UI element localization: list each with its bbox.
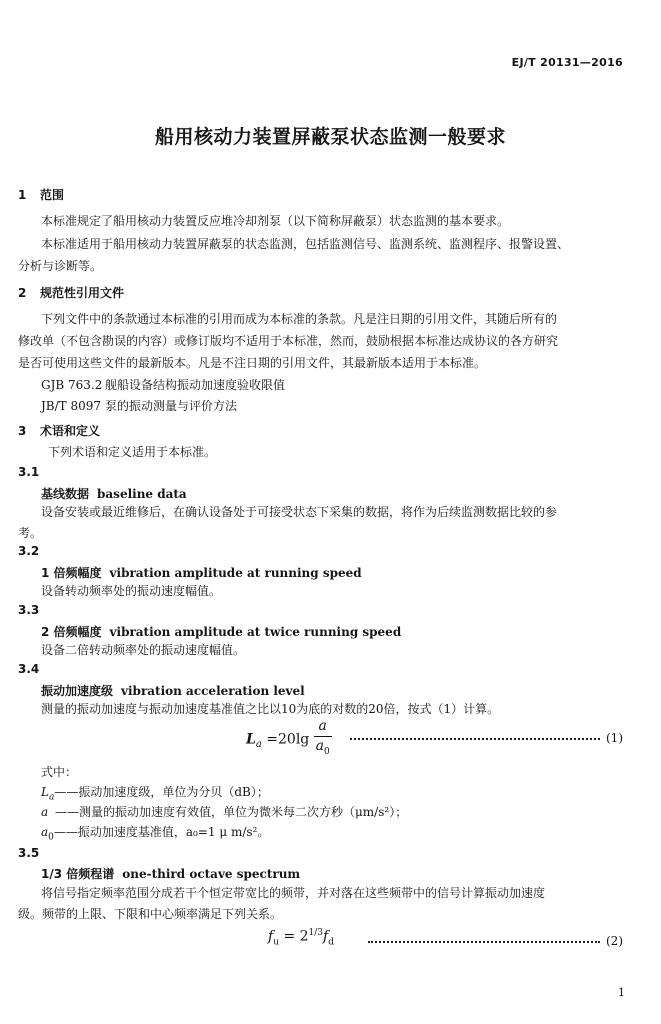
section-number: 1 <box>18 188 27 202</box>
standard-number: EJ/T 20131—2016 <box>511 56 623 69</box>
term-en: vibration acceleration level <box>121 684 305 698</box>
section-1-paragraph-2-line-2: 分析与诊断等。 <box>18 259 103 273</box>
reference-title: 泵的振动测量与评价方法 <box>105 399 238 413</box>
term-heading <box>41 623 401 640</box>
formula-equals: = <box>266 731 278 748</box>
formula-numerator: a <box>318 718 327 734</box>
variable-symbol: L <box>41 785 49 799</box>
term-cn: 2 倍频幅度 <box>41 625 102 639</box>
formula-rhs-symbol: f <box>323 928 329 945</box>
term-heading <box>41 865 300 882</box>
reference-item <box>41 376 285 393</box>
variable-dash: —— <box>53 825 78 839</box>
formula-leader-dots <box>350 738 600 740</box>
term-definition-line-2: 考。 <box>18 526 43 540</box>
term-heading <box>41 485 187 502</box>
clause-number: 3.4 <box>18 662 40 676</box>
term-en: baseline data <box>97 487 187 501</box>
clause-number: 3.5 <box>18 846 40 860</box>
section-3-heading <box>18 422 100 439</box>
term-definition: 设备二倍转动频率处的振动速度幅值。 <box>41 643 246 657</box>
section-number: 2 <box>18 286 27 300</box>
clause-number: 3.1 <box>18 465 40 479</box>
variable-definition <box>41 803 407 820</box>
section-1-paragraph-1: 本标准规定了船用核动力装置反应堆冷却剂泵（以下简称屏蔽泵）状态监测的基本要求。 <box>41 214 510 228</box>
formula-fraction <box>314 718 332 761</box>
reference-code: JB/T 8097 <box>41 399 102 413</box>
term-en: vibration amplitude at twice running speed <box>109 625 402 639</box>
equation-number: (2) <box>606 934 623 948</box>
section-2-heading <box>18 284 124 301</box>
document-title: 船用核动力装置屏蔽泵状态监测一般要求 <box>154 126 506 148</box>
formula-denominator: a <box>315 738 325 754</box>
reference-item <box>41 397 237 414</box>
section-number: 3 <box>18 424 27 438</box>
clause-number: 3.2 <box>18 544 40 558</box>
formula-1 <box>246 718 332 761</box>
term-definition-line-1: 设备安装或最近维修后，在确认设备处于可接受状态下采集的数据，将作为后续监测数据比较的参 <box>41 505 558 519</box>
term-definition: 设备转动频率处的振动速度幅值。 <box>41 584 222 598</box>
variable-subscript: 0 <box>48 832 54 843</box>
section-title: 规范性引用文件 <box>40 286 125 300</box>
variable-dash: —— <box>55 805 79 819</box>
section-2-line-2: 修改单（不包含勘误的内容）或修订版均不适用于本标准，然而，鼓励根据本标准达成协议的各方研究 <box>18 334 559 348</box>
term-heading <box>41 564 362 581</box>
variable-symbol: a <box>41 825 49 839</box>
term-definition-line-2: 级。频带的上限、下限和中心频率满足下列关系。 <box>18 907 283 921</box>
clause-number: 3.3 <box>18 603 40 617</box>
term-cn: 振动加速度级 <box>41 684 114 698</box>
formula-coefficient: 20lg <box>278 731 310 748</box>
term-definition-line-1: 将信号指定频率范围分成若干个恒定带宽比的频带，并对落在这些频带中的信号计算振动加速度 <box>41 886 546 900</box>
formula-equals: = <box>283 928 296 945</box>
term-cn: 1 倍频幅度 <box>41 566 102 580</box>
reference-title: 舰船设备结构振动加速度验收限值 <box>105 378 286 392</box>
section-2-line-1: 下列文件中的条款通过本标准的引用而成为本标准的条款。凡是注日期的引用文件，其随后所有的 <box>41 312 558 326</box>
section-1-heading <box>18 186 64 203</box>
formula-lhs-subscript: u <box>273 937 279 948</box>
section-3-intro: 下列术语和定义适用于本标准。 <box>48 445 217 459</box>
formula-base: 2 <box>299 928 309 945</box>
formula-lhs-symbol: L <box>246 731 256 748</box>
formula-leader-dots <box>368 941 600 943</box>
variable-description: 振动加速度级，单位为分贝（dB）； <box>78 785 269 799</box>
term-heading <box>41 682 305 699</box>
formula-lhs-symbol: f <box>268 928 274 945</box>
term-definition: 测量的振动加速度与振动加速度基准值之比以10为底的对数的20倍，按式（1）计算。 <box>41 702 500 716</box>
section-title: 术语和定义 <box>40 424 101 438</box>
term-cn: 基线数据 <box>41 487 90 501</box>
variable-symbol: a <box>41 805 49 819</box>
section-2-line-3: 是否可使用这些文件的最新版本。凡是不注日期的引用文件，其最新版本适用于本标准。 <box>18 356 487 370</box>
formula-lhs-subscript: a <box>255 739 262 751</box>
equation-number: (1) <box>606 731 623 745</box>
term-cn: 1/3 倍频程谱 <box>41 867 115 881</box>
reference-code: GJB 763.2 <box>41 378 103 392</box>
page-number: 1 <box>618 986 625 999</box>
term-en: vibration amplitude at running speed <box>109 566 362 580</box>
formula-rhs-subscript: d <box>328 937 334 948</box>
section-1-paragraph-2-line-1: 本标准适用于船用核动力装置屏蔽泵的状态监测，包括监测信号、监测系统、监测程序、报警设置、 <box>41 237 570 251</box>
section-title: 范围 <box>40 188 65 202</box>
fraction-bar <box>314 736 332 737</box>
formula-denominator-subscript: 0 <box>324 746 330 757</box>
variable-dash: —— <box>54 785 79 799</box>
term-en: one-third octave spectrum <box>122 867 301 881</box>
variable-definition <box>41 823 269 842</box>
variable-description: 振动加速度基准值，a₀=1 μ m/s²。 <box>77 825 270 839</box>
variable-subscript: a <box>48 792 55 803</box>
variable-definition <box>41 783 269 802</box>
formula-exponent: 1/3 <box>308 928 324 938</box>
formula-2 <box>268 928 334 947</box>
variable-description: 测量的振动加速度有效值，单位为微米每二次方秒（μm/s²）； <box>79 805 408 819</box>
where-label: 式中： <box>41 765 78 779</box>
